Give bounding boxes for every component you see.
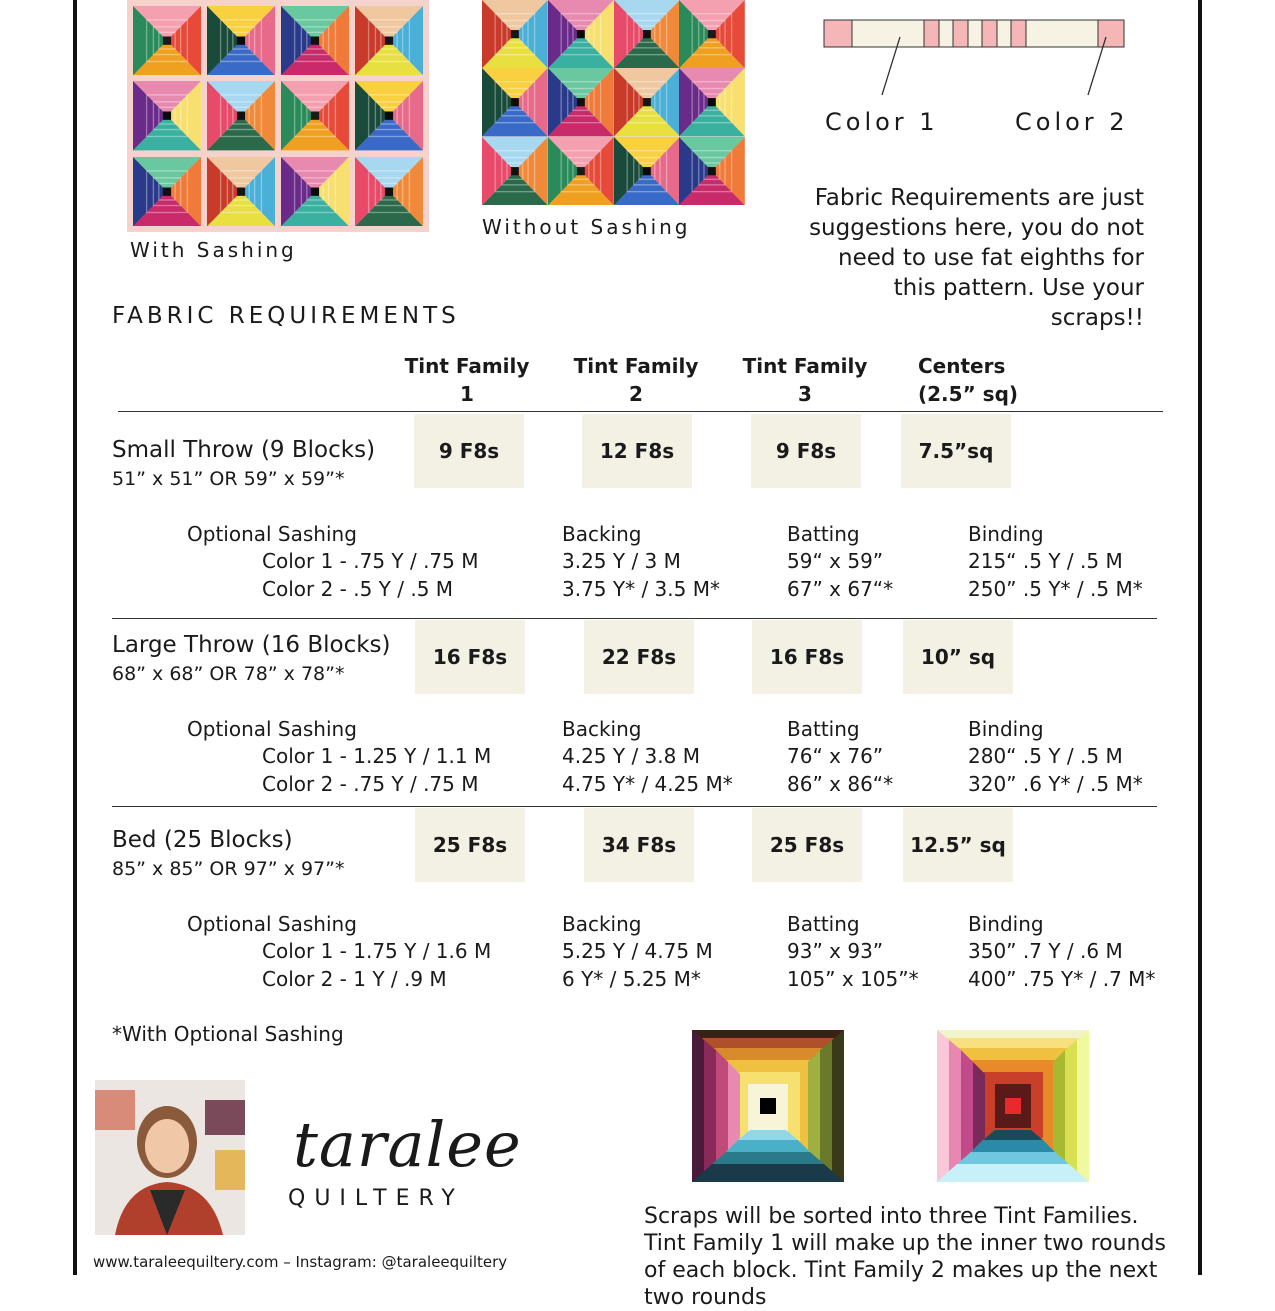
quilt-block-thumb — [482, 0, 548, 68]
quilt-block — [207, 81, 275, 150]
author-photo-illustration — [95, 1080, 245, 1235]
quilt-block-center — [163, 112, 171, 120]
small-throw-tint3: 9 F8s — [751, 414, 861, 488]
quilt-block-center — [237, 112, 245, 120]
large-batting-2: 86” x 86“* — [787, 772, 894, 796]
large-binding-label: Binding — [968, 717, 1044, 741]
quilt-block-thumb — [133, 6, 201, 75]
with-sashing-caption: With Sashing — [130, 238, 297, 262]
bed-tint3: 25 F8s — [752, 808, 862, 882]
quilt-block-center — [311, 37, 319, 45]
quilt-block — [133, 81, 201, 150]
quilt-block — [482, 0, 548, 68]
small-sashing-c1: Color 1 - .75 Y / .75 M — [262, 549, 479, 573]
quilt-block-center — [385, 112, 393, 120]
quilt-block-center — [642, 30, 650, 38]
quilt-block-center — [577, 98, 585, 106]
small-sashing-c2: Color 2 - .5 Y / .5 M — [262, 577, 454, 601]
quilt-block-thumb — [207, 6, 275, 75]
bed-backing-label: Backing — [562, 912, 642, 936]
quilt-block-center — [311, 187, 319, 195]
large-sashing-label: Optional Sashing — [187, 717, 357, 741]
large-throw-centers: 10” sq — [903, 620, 1013, 694]
quilt-block-center — [708, 98, 716, 106]
quilt-block-thumb — [679, 137, 745, 205]
bed-backing-2: 6 Y* / 5.25 M* — [562, 967, 701, 991]
quilt-block-center — [311, 112, 319, 120]
fabric-note: Fabric Requirements are just suggestions here, you do not need to use fat eighths for this pattern. Use your scraps!! — [809, 185, 1144, 331]
quilt-block-thumb — [133, 157, 201, 226]
quilt-block-thumb — [614, 0, 680, 68]
large-sashing-c1: Color 1 - 1.25 Y / 1.1 M — [262, 744, 492, 768]
quilt-block — [679, 137, 745, 205]
small-binding-1: 215“ .5 Y / .5 M — [968, 549, 1123, 573]
bed-batting-2: 105” x 105”* — [787, 967, 919, 991]
quilt-block — [548, 0, 614, 68]
quilt-block-center — [385, 187, 393, 195]
block-dark-illustration — [692, 1030, 844, 1182]
quilt-block-thumb — [355, 81, 423, 150]
quilt-block-thumb — [679, 0, 745, 68]
quilt-block-center — [511, 98, 519, 106]
large-binding-1: 280“ .5 Y / .5 M — [968, 744, 1123, 768]
block-light-illustration — [937, 1030, 1089, 1182]
left-border-line — [73, 0, 77, 1275]
color-2-label: Color 2 — [1015, 108, 1129, 136]
footnote: *With Optional Sashing — [112, 1022, 344, 1046]
small-batting-2: 67” x 67“* — [787, 577, 894, 601]
small-binding-2: 250” .5 Y* / .5 M* — [968, 577, 1143, 601]
large-binding-2: 320” .6 Y* / .5 M* — [968, 772, 1143, 796]
quilt-block — [207, 6, 275, 75]
quilt-block — [482, 137, 548, 205]
quilt-block — [133, 157, 201, 226]
small-binding-label: Binding — [968, 522, 1044, 546]
quilt-block-thumb — [355, 157, 423, 226]
color-1-label: Color 1 — [825, 108, 939, 136]
quilt-block-thumb — [207, 81, 275, 150]
row-divider — [112, 806, 1157, 807]
bed-centers: 12.5” sq — [903, 808, 1013, 882]
bed-binding-2: 400” .75 Y* / .7 M* — [968, 967, 1156, 991]
quilt-block-thumb — [355, 6, 423, 75]
quilt-block-thumb — [614, 68, 680, 136]
large-throw-tint3: 16 F8s — [752, 620, 862, 694]
bed-batting-1: 93” x 93” — [787, 939, 884, 963]
quilt-block — [548, 68, 614, 136]
quilt-block — [614, 137, 680, 205]
large-throw-title: Large Throw (16 Blocks) — [112, 632, 391, 658]
quilt-block-thumb — [482, 68, 548, 136]
small-backing-1: 3.25 Y / 3 M — [562, 549, 681, 573]
quilt-block — [679, 68, 745, 136]
quilt-block — [355, 81, 423, 150]
without-sashing-caption: Without Sashing — [482, 215, 691, 239]
small-throw-dims: 51” x 51” OR 59” x 59”* — [112, 468, 345, 490]
quilt-block — [281, 81, 349, 150]
bed-binding-label: Binding — [968, 912, 1044, 936]
quilt-block-thumb — [207, 157, 275, 226]
quilt-block-center — [237, 187, 245, 195]
bed-sashing-label: Optional Sashing — [187, 912, 357, 936]
large-batting-label: Batting — [787, 717, 860, 741]
small-backing-2: 3.75 Y* / 3.5 M* — [562, 577, 720, 601]
small-throw-tint2: 12 F8s — [582, 414, 692, 488]
quilt-block — [614, 0, 680, 68]
small-batting-label: Batting — [787, 522, 860, 546]
quilt-block-thumb — [548, 0, 614, 68]
small-throw-title: Small Throw (9 Blocks) — [112, 437, 376, 463]
section-title: FABRIC REQUIREMENTS — [112, 303, 460, 329]
author-photo — [95, 1080, 245, 1235]
quilt-block-center — [237, 37, 245, 45]
bed-tint1: 25 F8s — [415, 808, 525, 882]
quilt-block-center — [708, 167, 716, 175]
quilt-block — [548, 137, 614, 205]
quilt-block-center — [577, 167, 585, 175]
quilt-block-thumb — [133, 81, 201, 150]
quilt-block-thumb — [281, 81, 349, 150]
quilt-block-center — [511, 30, 519, 38]
quilt-block-thumb — [679, 68, 745, 136]
col-header-centers: Centers (2.5” sq) — [918, 354, 1019, 406]
quilt-without-sashing-image — [482, 0, 745, 205]
large-throw-tint1: 16 F8s — [415, 620, 525, 694]
quilt-with-sashing-image — [127, 0, 429, 232]
quilt-block-thumb — [548, 137, 614, 205]
tint-families-text: Scraps will be sorted into three Tint Families. Tint Family 1 will make up the inner two rounds of each block. Tint Family 2 makes up the next two rounds — [644, 1204, 1166, 1310]
bed-sashing-c1: Color 1 - 1.75 Y / 1.6 M — [262, 939, 492, 963]
bed-sashing-c2: Color 2 - 1 Y / .9 M — [262, 967, 447, 991]
small-throw-centers: 7.5”sq — [901, 414, 1011, 488]
small-batting-1: 59“ x 59” — [787, 549, 884, 573]
quilt-block — [614, 68, 680, 136]
large-throw-dims: 68” x 68” OR 78” x 78”* — [112, 663, 345, 685]
quilt-block-center — [642, 167, 650, 175]
bed-backing-1: 5.25 Y / 4.75 M — [562, 939, 713, 963]
small-backing-label: Backing — [562, 522, 642, 546]
quilt-block-center — [577, 30, 585, 38]
quilt-block-center — [511, 167, 519, 175]
col-header-tint-1: Tint Family 1 — [404, 354, 530, 406]
small-throw-tint1: 9 F8s — [414, 414, 524, 488]
quilt-block-thumb — [281, 6, 349, 75]
bed-tint2: 34 F8s — [584, 808, 694, 882]
quilt-block-thumb — [281, 157, 349, 226]
quilt-block-center — [163, 37, 171, 45]
quilt-block — [207, 157, 275, 226]
header-divider — [118, 411, 1163, 412]
brand-logo-script: taralee — [293, 1108, 522, 1181]
large-backing-label: Backing — [562, 717, 642, 741]
col-header-tint-2: Tint Family 2 — [573, 354, 699, 406]
quilt-block-center — [642, 98, 650, 106]
sashing-strip-diagram — [820, 15, 1130, 105]
bed-batting-label: Batting — [787, 912, 860, 936]
quilt-block — [281, 157, 349, 226]
large-backing-1: 4.25 Y / 3.8 M — [562, 744, 700, 768]
quilt-block-thumb — [548, 68, 614, 136]
bed-title: Bed (25 Blocks) — [112, 827, 293, 853]
quilt-block — [355, 157, 423, 226]
quilt-block-center — [385, 37, 393, 45]
quilt-block — [281, 6, 349, 75]
quilt-block-center — [708, 30, 716, 38]
large-sashing-c2: Color 2 - .75 Y / .75 M — [262, 772, 479, 796]
small-sashing-label: Optional Sashing — [187, 522, 357, 546]
quilt-block — [133, 6, 201, 75]
quilt-block-thumb — [614, 137, 680, 205]
bed-binding-1: 350” .7 Y / .6 M — [968, 939, 1123, 963]
quilt-block — [679, 0, 745, 68]
right-border-line — [1198, 0, 1202, 1275]
row-divider — [112, 618, 1157, 619]
large-batting-1: 76“ x 76” — [787, 744, 884, 768]
col-header-tint-3: Tint Family 3 — [742, 354, 868, 406]
quilt-block — [355, 6, 423, 75]
quilt-block — [482, 68, 548, 136]
quilt-block-center — [163, 187, 171, 195]
footer-link[interactable]: www.taraleequiltery.com – Instagram: @taraleequiltery — [93, 1253, 508, 1271]
large-backing-2: 4.75 Y* / 4.25 M* — [562, 772, 733, 796]
quilt-block-thumb — [482, 137, 548, 205]
large-throw-tint2: 22 F8s — [584, 620, 694, 694]
brand-logo-sub: QUILTERY — [288, 1186, 464, 1211]
bed-dims: 85” x 85” OR 97” x 97”* — [112, 858, 345, 880]
